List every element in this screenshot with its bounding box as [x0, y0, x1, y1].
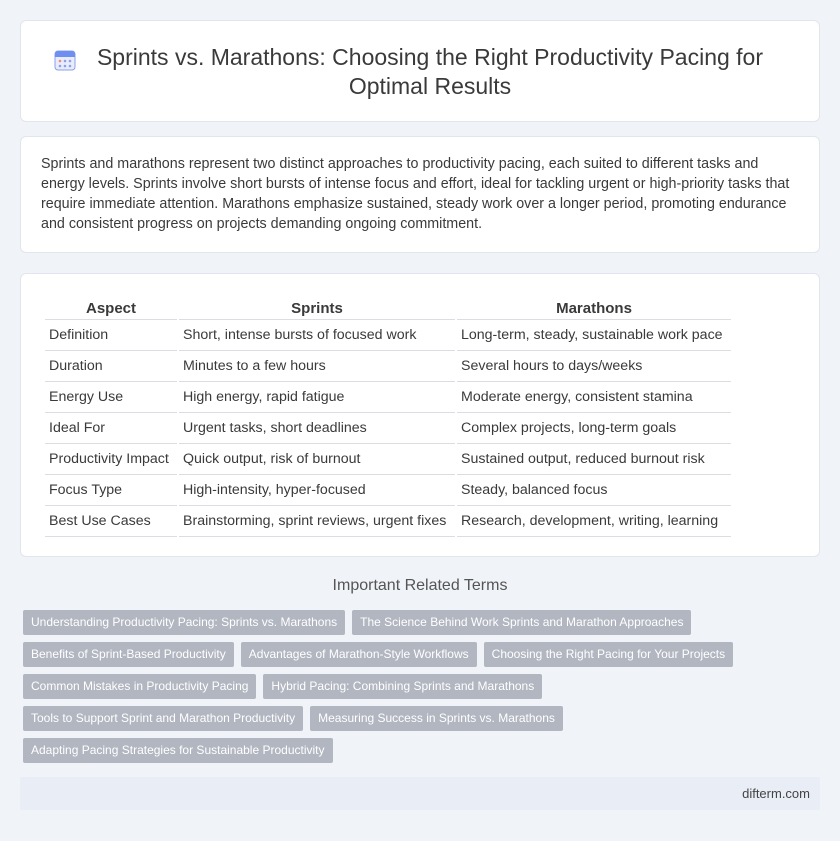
page-title: Sprints vs. Marathons: Choosing the Right Productivity Pacing for Optimal Results	[96, 44, 764, 99]
table-cell: Quick output, risk of burnout	[179, 444, 455, 475]
table-cell: Steady, balanced focus	[457, 475, 731, 506]
table-cell: Definition	[45, 320, 177, 351]
related-term-tag[interactable]: Adapting Pacing Strategies for Sustainable Productivity	[23, 738, 333, 763]
table-cell: Short, intense bursts of focused work	[179, 320, 455, 351]
tag-row	[23, 738, 823, 770]
related-terms-title: Important Related Terms	[332, 577, 508, 594]
related-term-tag[interactable]: Common Mistakes in Productivity Pacing	[23, 674, 256, 699]
related-term-tag[interactable]: Measuring Success in Sprints vs. Marathons	[310, 706, 563, 731]
table-cell: Ideal For	[45, 413, 177, 444]
related-term-tag[interactable]: Tools to Support Sprint and Marathon Productivity	[23, 706, 303, 731]
related-term-tag[interactable]: Advantages of Marathon-Style Workflows	[241, 642, 477, 667]
table-cell: Several hours to days/weeks	[457, 351, 731, 382]
table-cell: Research, development, writing, learning	[457, 506, 731, 537]
table-cell: Focus Type	[45, 475, 177, 506]
table-row	[45, 444, 731, 475]
table-cell: Complex projects, long-term goals	[457, 413, 731, 444]
related-term-tag[interactable]: Hybrid Pacing: Combining Sprints and Marathons	[263, 674, 542, 699]
tag-row	[23, 642, 823, 674]
table-cell: Sustained output, reduced burnout risk	[457, 444, 731, 475]
tag-row	[23, 610, 823, 642]
tag-row	[23, 706, 823, 738]
column-header-aspect: Aspect	[45, 295, 177, 320]
table-cell: Productivity Impact	[45, 444, 177, 475]
comparison-table	[43, 295, 733, 537]
header-card	[20, 20, 820, 122]
table-cell: Minutes to a few hours	[179, 351, 455, 382]
intro-card	[20, 136, 820, 253]
table-row	[45, 320, 731, 351]
table-row	[45, 382, 731, 413]
related-terms-tags	[23, 610, 823, 770]
related-term-tag[interactable]: Understanding Productivity Pacing: Sprints vs. Marathons	[23, 610, 345, 635]
intro-text: Sprints and marathons represent two distinct approaches to productivity pacing, each suited to different tasks and energy levels. Sprints involve short bursts of intense focus and effort, ideal for tackling urgent or high-priority tasks that require immediate attention. Marathons emphasize sustained, steady work over a longer period, promoting endurance and consistent progress on projects demanding ongoing commitment.	[41, 156, 790, 232]
footer-site-link[interactable]: difterm.com	[742, 786, 810, 801]
table-cell: High energy, rapid fatigue	[179, 382, 455, 413]
table-cell: Energy Use	[45, 382, 177, 413]
tag-row	[23, 674, 823, 706]
table-cell: Brainstorming, sprint reviews, urgent fixes	[179, 506, 455, 537]
table-header-row	[45, 295, 731, 320]
table-row	[45, 351, 731, 382]
column-header-marathons: Marathons	[457, 295, 731, 320]
related-term-tag[interactable]: Benefits of Sprint-Based Productivity	[23, 642, 234, 667]
table-row	[45, 413, 731, 444]
related-term-tag[interactable]: The Science Behind Work Sprints and Marathon Approaches	[352, 610, 691, 635]
table-cell: High-intensity, hyper-focused	[179, 475, 455, 506]
table-cell: Urgent tasks, short deadlines	[179, 413, 455, 444]
table-cell: Best Use Cases	[45, 506, 177, 537]
table-row	[45, 475, 731, 506]
table-cell: Duration	[45, 351, 177, 382]
related-term-tag[interactable]: Choosing the Right Pacing for Your Projects	[484, 642, 733, 667]
column-header-sprints: Sprints	[179, 295, 455, 320]
table-cell: Long-term, steady, sustainable work pace	[457, 320, 731, 351]
table-row	[45, 506, 731, 537]
table-cell: Moderate energy, consistent stamina	[457, 382, 731, 413]
footer	[20, 777, 820, 810]
comparison-table-card	[20, 273, 820, 557]
page-title-wrap	[61, 43, 799, 101]
